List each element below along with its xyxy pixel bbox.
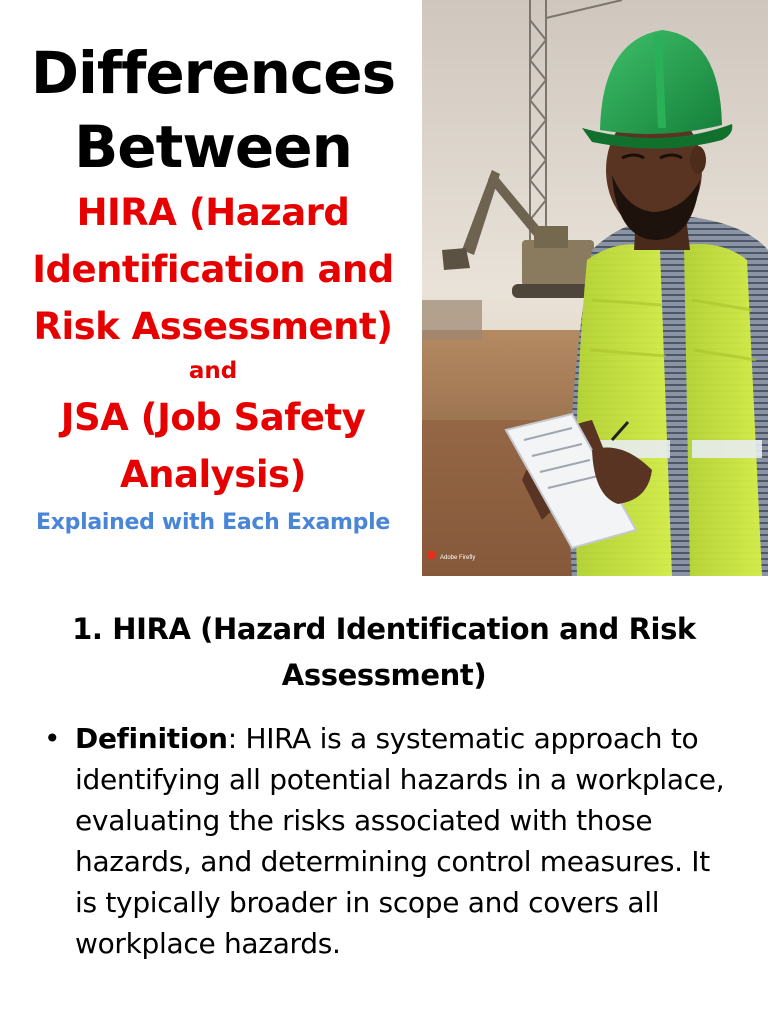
- subtitle: Explained with Each Example: [36, 510, 390, 535]
- title-line-between: Between: [74, 113, 352, 181]
- definition-text-block: [75, 718, 734, 964]
- bullet-dot: •: [44, 722, 61, 755]
- svg-text:Adobe Firefly: Adobe Firefly: [440, 555, 476, 561]
- title-hira-line2: Identification and: [32, 248, 394, 291]
- definition-term: Definition: [75, 722, 228, 755]
- title-jsa-line1: JSA (Job Safety: [60, 396, 366, 439]
- definition-body: HIRA is a systematic approach to identifying all potential hazards in a workplace, evaluating the risks associated with those hazards, and determining control measures. It is typically broader in scope and covers all workplace hazards.: [75, 722, 725, 960]
- worker-photo: [422, 0, 768, 576]
- section-heading-line2: Assessment): [281, 658, 487, 692]
- title-block: [20, 36, 406, 539]
- title-hira-line1: HIRA (Hazard: [76, 191, 350, 234]
- definition-separator: :: [227, 722, 237, 755]
- title-and: and: [188, 358, 238, 384]
- section-heading: [40, 606, 728, 698]
- definition-bullet: [44, 718, 734, 964]
- title-hira-line3: Risk Assessment): [33, 305, 393, 348]
- title-line-differences: Differences: [30, 39, 396, 107]
- section-heading-line1: 1. HIRA (Hazard Identification and Risk: [72, 612, 696, 646]
- title-jsa-line2: Analysis): [120, 453, 306, 496]
